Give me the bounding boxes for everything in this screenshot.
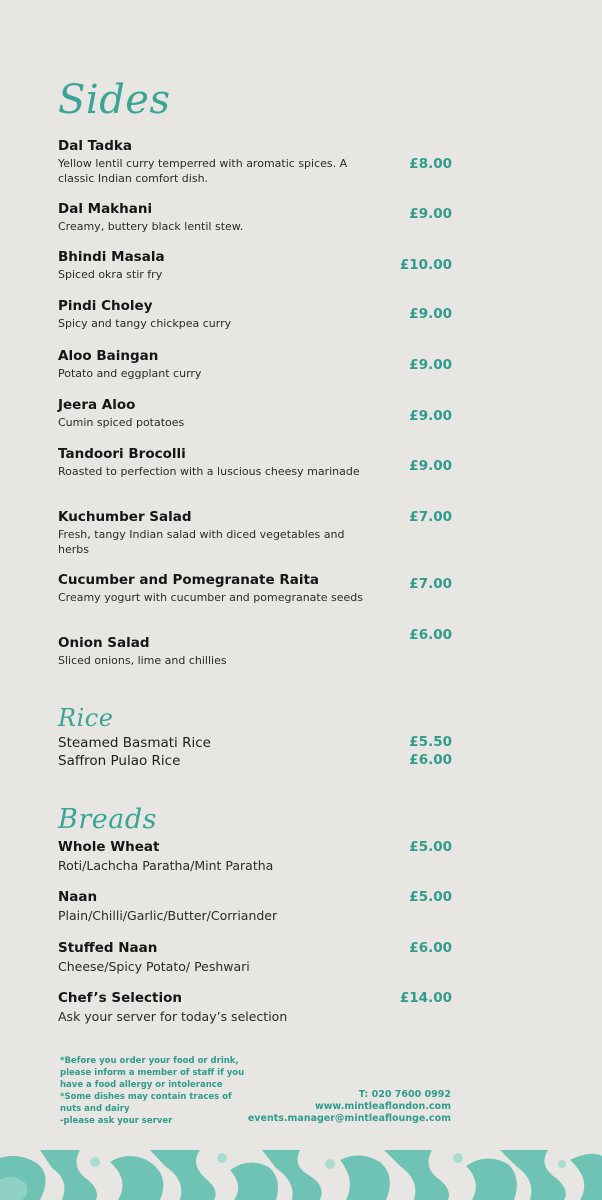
item-price: £14.00 (399, 990, 452, 1006)
email-link[interactable]: events.manager@mintleaflounge.com (247, 1113, 451, 1124)
item-description: Cheese/Spicy Potato/ Peshwari (58, 959, 250, 974)
item-name: Dal Makhani (58, 201, 153, 217)
item-price: £6.00 (409, 627, 452, 643)
menu-item-cucumber-pomegranate-raita (58, 572, 452, 605)
contact-info (248, 1089, 451, 1125)
menu-item-stuffed-naan (58, 940, 452, 975)
item-name: Dal Tadka (58, 138, 132, 154)
item-description: Creamy yogurt with cucumber and pomegranate seeds (58, 591, 363, 604)
item-name: Whole Wheat (58, 839, 160, 855)
item-name: Aloo Baingan (58, 348, 159, 364)
item-price: £7.00 (409, 576, 452, 592)
menu-item-tandoori-brocolli (58, 446, 452, 479)
item-description: Spicy and tangy chickpea curry (58, 317, 232, 330)
item-price: £6.00 (409, 940, 452, 956)
item-price: £10.00 (399, 257, 452, 273)
allergy-footnote (60, 1055, 260, 1127)
item-description: Spiced okra stir fry (58, 268, 163, 281)
item-name: Stuffed Naan (58, 940, 158, 956)
menu-item-dal-tadka (58, 138, 452, 186)
decorative-pattern-border (0, 1150, 602, 1200)
phone-number: T: 020 7600 0992 (358, 1089, 451, 1100)
item-price: £9.00 (409, 306, 452, 322)
menu-item-naan (58, 889, 452, 924)
traces-note: *Some dishes may contain traces of nuts and dairy -please ask your server (60, 1092, 232, 1126)
menu-item-saffron-pulao-rice (58, 752, 452, 770)
item-price: £9.00 (409, 458, 452, 474)
breads-heading: Breads (58, 804, 157, 835)
item-description: Creamy, buttery black lentil stew. (58, 220, 244, 233)
sides-heading: Sides (58, 77, 171, 123)
menu-item-pindi-choley (58, 298, 452, 331)
item-description: Plain/Chilli/Garlic/Butter/Corriander (58, 908, 278, 923)
item-price: £5.00 (409, 839, 452, 855)
item-description: Potato and eggplant curry (58, 367, 202, 380)
menu-item-aloo-baingan (58, 348, 452, 381)
item-name: Naan (58, 889, 98, 905)
item-name: Kuchumber Salad (58, 509, 192, 525)
item-name: Onion Salad (58, 635, 150, 651)
item-name: Pindi Choley (58, 298, 153, 314)
menu-item-whole-wheat (58, 839, 452, 874)
menu-item-kuchumber-salad (58, 509, 452, 557)
item-description: Roti/Lachcha Paratha/Mint Paratha (58, 858, 274, 873)
item-price: £7.00 (409, 509, 452, 525)
item-price: £6.00 (409, 752, 452, 768)
item-price: £9.00 (409, 206, 452, 222)
item-description: Sliced onions, lime and chillies (58, 654, 227, 667)
item-name: Bhindi Masala (58, 249, 165, 265)
allergy-note: *Before you order your food or drink, please inform a member of staff if you have a food allergy or intolerance (60, 1056, 245, 1090)
item-description: Cumin spiced potatoes (58, 416, 185, 429)
website-link[interactable]: www.mintleaflondon.com (315, 1101, 451, 1112)
menu-item-jeera-aloo (58, 397, 452, 430)
menu-item-onion-salad (58, 627, 452, 668)
menu-item-dal-makhani (58, 201, 452, 234)
item-name: Tandoori Brocolli (58, 446, 186, 462)
item-description: Yellow lentil curry temperred with aromatic spices. A classic Indian comfort dish. (58, 157, 348, 185)
item-description: Fresh, tangy Indian salad with diced vegetables and herbs (58, 528, 345, 556)
rice-heading: Rice (58, 704, 114, 732)
item-price: £5.00 (409, 889, 452, 905)
menu-item-chefs-selection (58, 990, 452, 1025)
menu-item-steamed-basmati-rice (58, 734, 452, 752)
item-name: Chef’s Selection (58, 990, 182, 1006)
item-name: Steamed Basmati Rice (58, 735, 211, 751)
item-description: Ask your server for today’s selection (58, 1009, 288, 1024)
menu-item-bhindi-masala (58, 249, 452, 282)
item-name: Cucumber and Pomegranate Raita (58, 572, 320, 588)
item-price: £9.00 (409, 408, 452, 424)
item-description: Roasted to perfection with a luscious cheesy marinade (58, 465, 360, 478)
item-name: Saffron Pulao Rice (58, 753, 181, 769)
item-price: £5.50 (409, 734, 452, 750)
item-price: £9.00 (409, 357, 452, 373)
item-name: Jeera Aloo (58, 397, 136, 413)
item-price: £8.00 (409, 156, 452, 172)
